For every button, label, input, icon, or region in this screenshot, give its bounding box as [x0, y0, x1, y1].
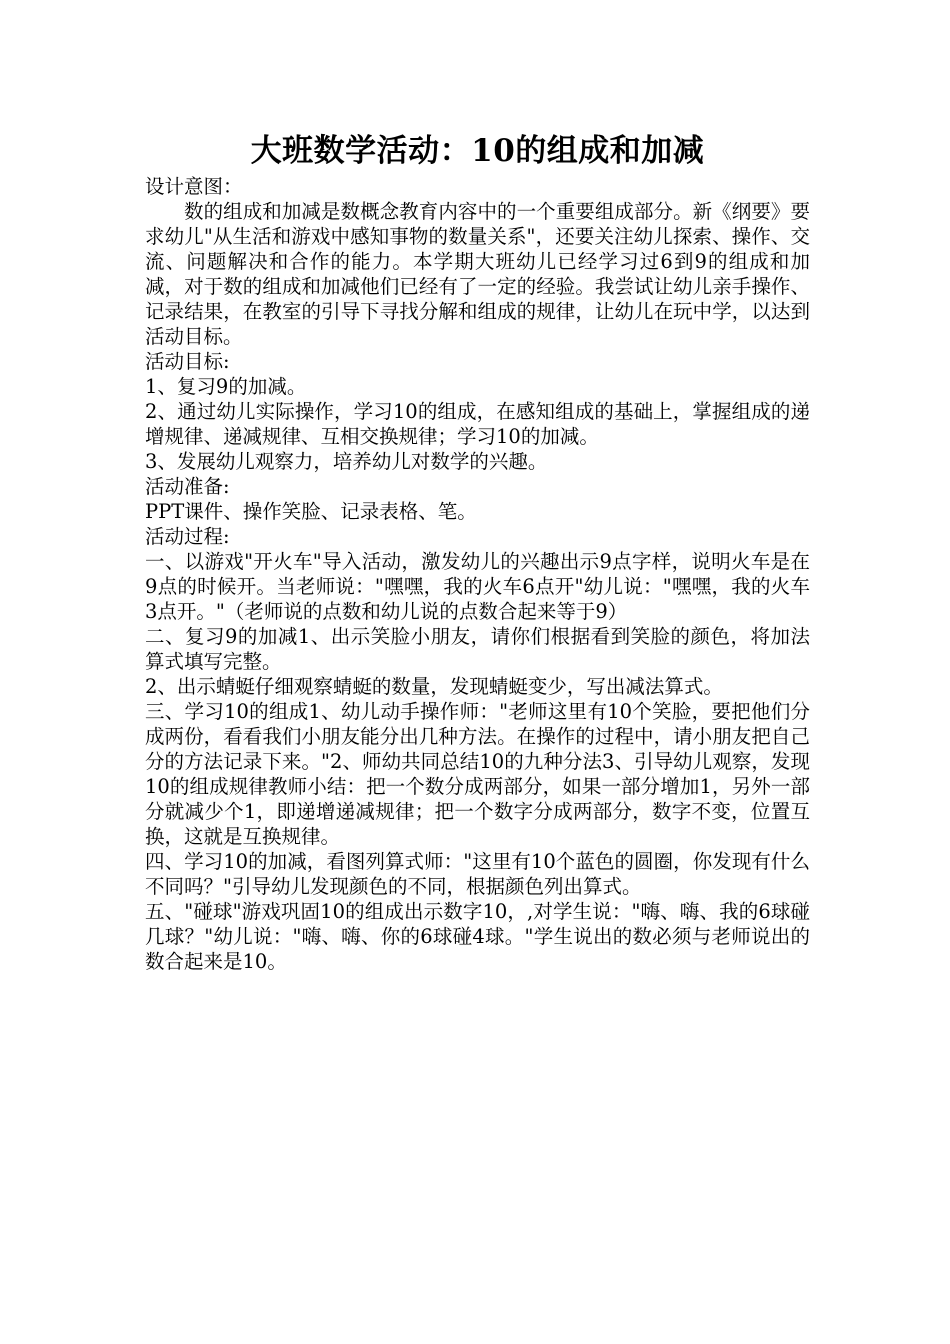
paragraph-goal-2: 2、通过幼儿实际操作，学习10的组成，在感知组成的基础上，掌握组成的递增规律、递减规律、互相交换规律；学习10的加减。 — [145, 400, 810, 448]
paragraph-goals-heading: 活动目标: — [145, 350, 230, 373]
paragraph-design-intent: 数的组成和加减是数概念教育内容中的一个重要组成部分。新《纲要》要求幼儿"从生活和游戏中感知事物的数量关系"，还要关注幼儿探索、操作、交流、问题解决和合作的能力。本学期大班幼儿已经学习过6到9的组成和加减，对于数的组成和加减他们已经有了一定的经验。我尝试让幼儿亲手操作、记录结果，在教室的引导下寻找分解和组成的规律，让幼儿在玩中学，以达到活动目标。 — [145, 200, 810, 348]
document-title: 大班数学活动：10的组成和加减 — [250, 133, 705, 169]
paragraph-process-step-2: 二、复习9的加减1、出示笑脸小朋友，请你们根据看到笑脸的颜色，将加法算式填写完整。 — [145, 625, 810, 673]
paragraph-process-step-3: 三、学习10的组成1、幼儿动手操作师："老师这里有10个笑脸，要把他们分成两份，看看我们小朋友能分出几种方法。在操作的过程中，请小朋友把自己分的方法记录下来。"2、师幼共同总结10的九种分法3、引导幼儿观察，发现10的组成规律教师小结：把一个数分成两部分，如果一部分增加1，另外一部分就减少个1，即递增递减规律；把一个数字分成两部分，数字不变，位置互换，这就是互换规律。 — [145, 700, 810, 848]
paragraph-design-intent-heading: 设计意图： — [145, 175, 243, 198]
paragraph-process-step-4: 四、学习10的加减，看图列算式师："这里有10个蓝色的圆圈，你发现有什么不同吗？"引导幼儿发现颜色的不同，根据颜色列出算式。 — [145, 850, 810, 898]
document-page — [145, 128, 810, 974]
paragraph-process-step-2b: 2、出示蜻蜓仔细观察蜻蜓的数量，发现蜻蜓变少，写出减法算式。 — [145, 675, 723, 698]
paragraph-process-step-5: 五、"碰球"游戏巩固10的组成出示数字10，,对学生说："嗨、嗨、我的6球碰几球？"幼儿说："嗨、嗨、你的6球碰4球。"学生说出的数必须与老师说出的数合起来是10。 — [145, 900, 810, 973]
paragraph-preparation: PPT课件、操作笑脸、记录表格、笔。 — [145, 500, 477, 523]
paragraph-preparation-heading: 活动准备: — [145, 475, 230, 498]
paragraph-goal-3: 3、发展幼儿观察力，培养幼儿对数学的兴趣。 — [145, 450, 548, 473]
paragraph-process-step-1: 一、以游戏"开火车"导入活动，激发幼儿的兴趣出示9点字样，说明火车是在9点的时候开。当老师说："嘿嘿，我的火车6点开"幼儿说："嘿嘿，我的火车3点开。"（老师说的点数和幼儿说的点数合起来等于9） — [145, 550, 810, 623]
paragraph-process-heading: 活动过程: — [145, 525, 230, 548]
paragraph-goal-1: 1、复习9的加减。 — [145, 375, 307, 398]
document-body — [145, 174, 810, 974]
